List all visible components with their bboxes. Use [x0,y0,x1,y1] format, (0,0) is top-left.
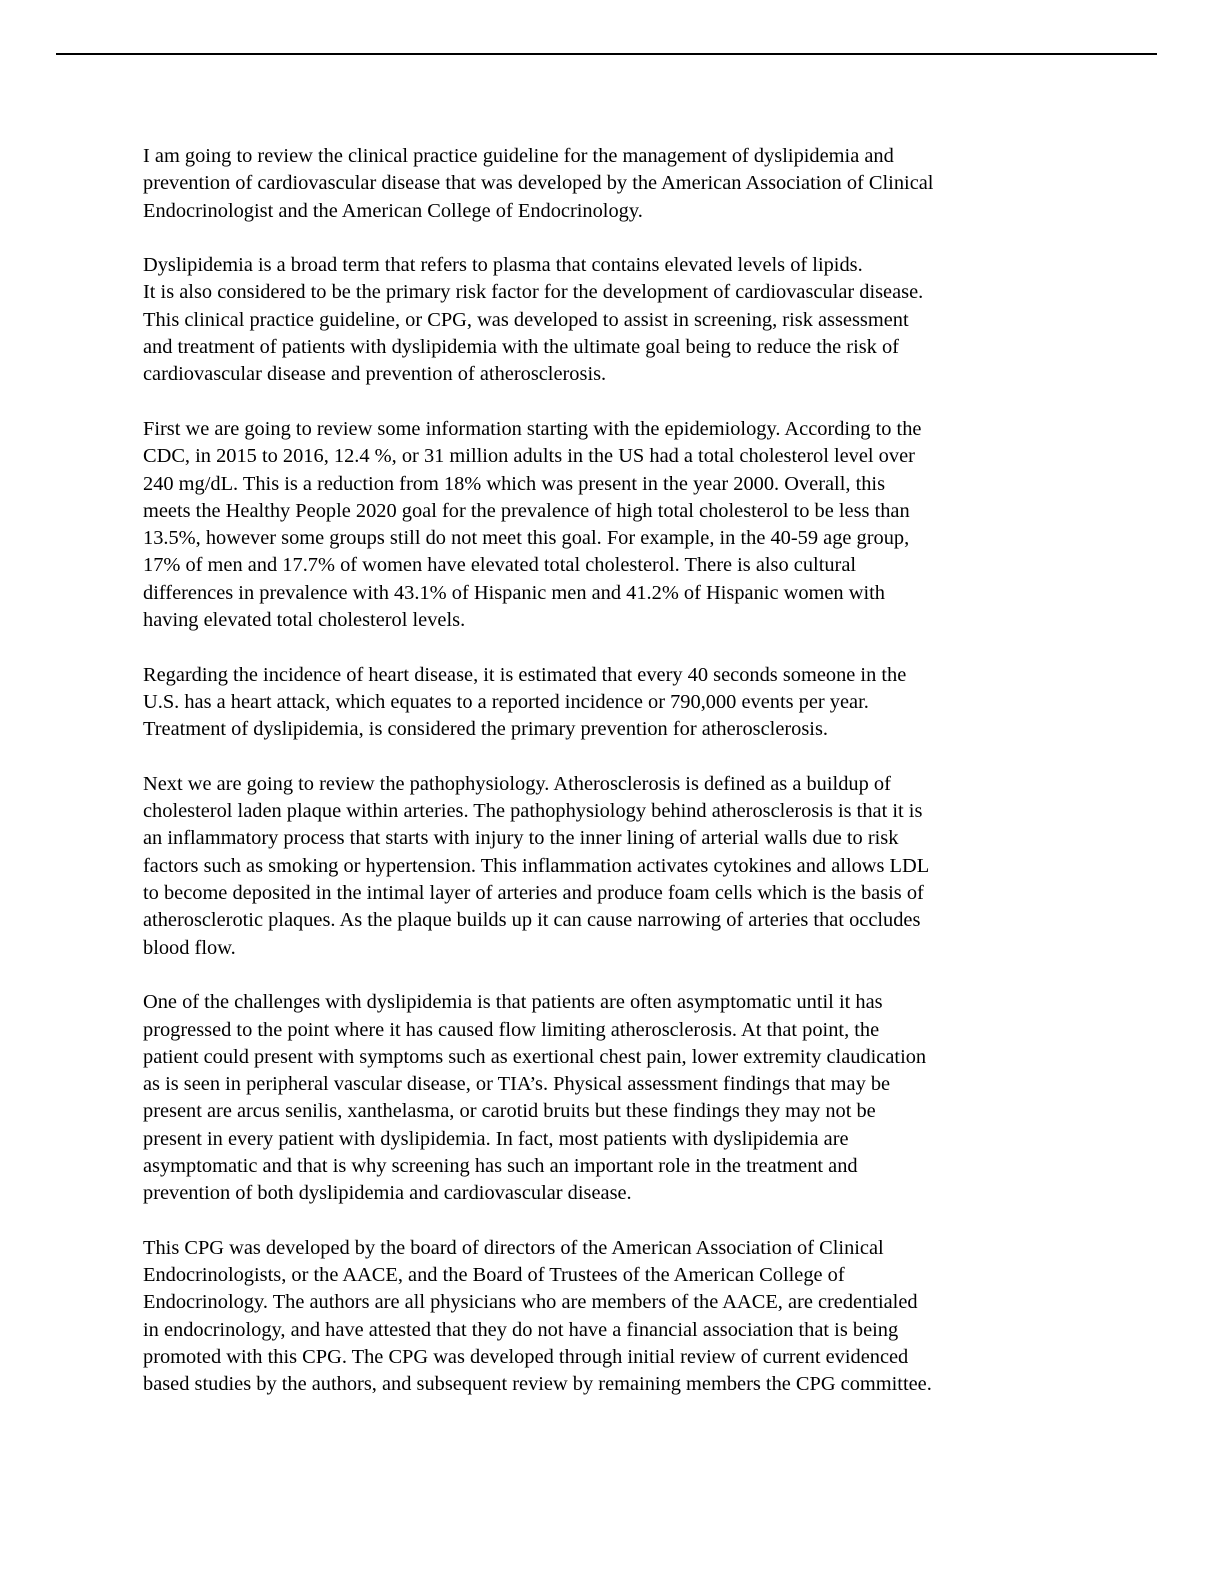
text-line: to become deposited in the intimal layer of arteries and produce foam cells which is the basis of [143,882,924,905]
paragraph-5 [143,771,1078,962]
text-line: having elevated total cholesterol levels. [143,609,466,632]
text-line: blood flow. [143,936,236,959]
text-line: Endocrinology. The authors are all physicians who are members of the AACE, are credentialed [143,1291,918,1314]
text-line: Dyslipidemia is a broad term that refers to plasma that contains elevated levels of lipids. [143,254,863,277]
text-line: 240 mg/dL. This is a reduction from 18% which was present in the year 2000. Overall, this [143,472,886,495]
text-line: Treatment of dyslipidemia, is considered the primary prevention for atherosclerosis. [143,718,828,741]
text-line: meets the Healthy People 2020 goal for the prevalence of high total cholesterol to be less than [143,499,910,522]
text-line: 17% of men and 17.7% of women have elevated total cholesterol. There is also cultural [143,554,857,577]
header-rule [56,53,1157,55]
text-line: patient could present with symptoms such as exertional chest pain, lower extremity claudication [143,1045,927,1068]
text-line: progressed to the point where it has caused flow limiting atherosclerosis. At that point, the [143,1018,880,1041]
text-line: I am going to review the clinical practice guideline for the management of dyslipidemia and [143,145,894,167]
text-line: prevention of both dyslipidemia and cardiovascular disease. [143,1182,632,1205]
text-line: CDC, in 2015 to 2016, 12.4 %, or 31 million adults in the US had a total cholesterol level over [143,445,915,468]
text-line: asymptomatic and that is why screening has such an important role in the treatment and [143,1154,858,1177]
paragraph-1 [143,143,1078,225]
text-line: atherosclerotic plaques. As the plaque builds up it can cause narrowing of arteries that occludes [143,909,921,932]
text-line: present are arcus senilis, xanthelasma, or carotid bruits but these findings they may not be [143,1100,876,1123]
text-line: and treatment of patients with dyslipidemia with the ultimate goal being to reduce the risk of [143,336,899,359]
text-line: prevention of cardiovascular disease that was developed by the American Association of Clinical [143,172,934,195]
text-line: based studies by the authors, and subsequent review by remaining members the CPG committee. [143,1373,932,1396]
text-line: as is seen in peripheral vascular disease, or TIA’s. Physical assessment findings that may be [143,1073,891,1096]
text-line: in endocrinology, and have attested that they do not have a financial association that is being [143,1318,899,1341]
text-line: This CPG was developed by the board of directors of the American Association of Clinical [143,1236,884,1259]
document-body [143,143,1078,1426]
text-line: Regarding the incidence of heart disease, it is estimated that every 40 seconds someone in the [143,663,907,686]
paragraph-4 [143,662,1078,744]
text-line: One of the challenges with dyslipidemia is that patients are often asymptomatic until it has [143,991,883,1014]
text-line: differences in prevalence with 43.1% of Hispanic men and 41.2% of Hispanic women with [143,581,885,604]
text-line: present in every patient with dyslipidemia. In fact, most patients with dyslipidemia are [143,1127,849,1150]
text-line: 13.5%, however some groups still do not meet this goal. For example, in the 40-59 age group, [143,527,910,550]
paragraph-2 [143,252,1078,388]
text-line: First we are going to review some information starting with the epidemiology. According to the [143,417,922,440]
text-line: Endocrinologist and the American College of Endocrinology. [143,199,643,222]
text-line: promoted with this CPG. The CPG was developed through initial review of current evidenced [143,1346,909,1369]
text-line: cholesterol laden plaque within arteries. The pathophysiology behind atherosclerosis is that it is [143,800,923,823]
text-line: Endocrinologists, or the AACE, and the Board of Trustees of the American College of [143,1264,845,1287]
paragraph-7 [143,1235,1078,1399]
text-line: Next we are going to review the pathophysiology. Atherosclerosis is defined as a buildup of [143,772,891,795]
text-line: This clinical practice guideline, or CPG, was developed to assist in screening, risk assessment [143,308,909,331]
text-line: cardiovascular disease and prevention of atherosclerosis. [143,363,607,386]
text-line: U.S. has a heart attack, which equates to a reported incidence or 790,000 events per year. [143,690,869,713]
text-line: It is also considered to be the primary risk factor for the development of cardiovascular disease. [143,281,924,304]
paragraph-3 [143,416,1078,634]
text-line: factors such as smoking or hypertension. This inflammation activates cytokines and allows LDL [143,854,930,877]
text-line: an inflammatory process that starts with injury to the inner lining of arterial walls due to risk [143,827,899,850]
paragraph-6 [143,989,1078,1207]
